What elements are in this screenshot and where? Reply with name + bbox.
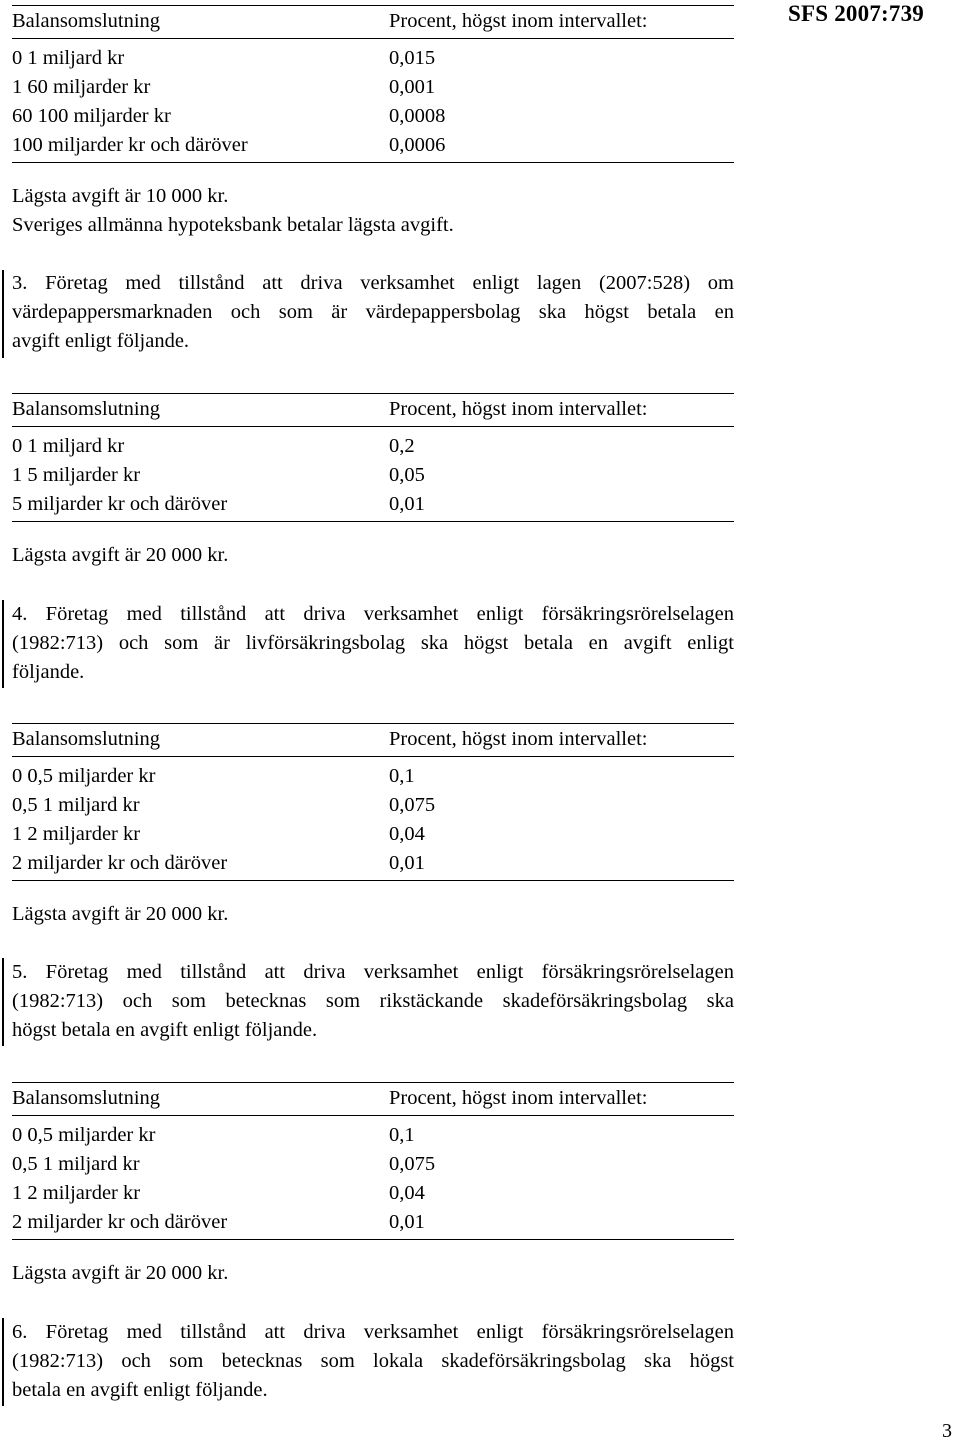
- table1-top-rule: [12, 5, 734, 6]
- table-row: [12, 1122, 734, 1148]
- range-cell: 0,5 1 miljard kr: [12, 1153, 140, 1175]
- minimum-fee-note: Lägsta avgift är 20 000 kr.: [12, 1262, 229, 1284]
- range-cell: 2 miljarder kr och däröver: [12, 852, 228, 874]
- sfs-number: SFS 2007:739: [788, 1, 924, 26]
- percent-cell: 0,075: [389, 1153, 436, 1175]
- paragraph-line: (1982:713) och som är livförsäkringsbolag ska högst betala en avgift enligt: [12, 632, 734, 654]
- paragraph-line: värdepappersmarknaden och som är värdepappersbolag ska högst betala en: [12, 301, 734, 323]
- range-cell: 100 miljarder kr och däröver: [12, 134, 248, 156]
- table-top-rule: [12, 1082, 734, 1083]
- percent-cell: 0,1: [389, 765, 415, 787]
- percent-cell: 0,075: [389, 794, 436, 816]
- range-cell: 0 1 miljard kr: [12, 435, 125, 457]
- section-6-paragraph: [12, 1318, 734, 1405]
- change-bar: [2, 958, 4, 1046]
- percent-cell: 0,0008: [389, 105, 446, 127]
- table-row: [12, 792, 734, 818]
- hypoteksbank-note: Sveriges allmänna hypoteksbank betalar lägsta avgift.: [12, 214, 454, 236]
- minimum-fee-note: Lägsta avgift är 20 000 kr.: [12, 544, 229, 566]
- paragraph-line: betala en avgift enligt följande.: [12, 1379, 268, 1401]
- percent-cell: 0,01: [389, 493, 425, 515]
- percent-cell: 0,2: [389, 435, 415, 457]
- change-bar: [2, 1318, 4, 1406]
- change-bar: [2, 600, 4, 688]
- paragraph-line: följande.: [12, 661, 85, 683]
- column-header-percent: Procent, högst inom intervallet:: [389, 1087, 648, 1109]
- table-top-rule: [12, 393, 734, 394]
- paragraph-line: 4. Företag med tillstånd att driva verksamhet enligt försäkringsrörelselagen: [12, 603, 734, 625]
- paragraph-line: avgift enligt följande.: [12, 330, 190, 352]
- table-row: [12, 821, 734, 847]
- table-row: [12, 132, 734, 158]
- table-bottom-rule: [12, 1239, 734, 1240]
- range-cell: 1 2 miljarder kr: [12, 1182, 141, 1204]
- percent-cell: 0,1: [389, 1124, 415, 1146]
- paragraph-line: 5. Företag med tillstånd att driva verksamhet enligt försäkringsrörelselagen: [12, 961, 734, 983]
- table1-header-row: [12, 8, 734, 34]
- table-row: [12, 1151, 734, 1177]
- table-row: [12, 1180, 734, 1206]
- column-header-balance: Balansomslutning: [12, 398, 161, 420]
- paragraph-line: (1982:713) och som betecknas som rikstäckande skadeförsäkringsbolag ska: [12, 990, 734, 1012]
- percent-cell: 0,01: [389, 852, 425, 874]
- minimum-fee-note: Lägsta avgift är 10 000 kr.: [12, 185, 229, 207]
- table-header-row: [12, 1085, 734, 1111]
- range-cell: 60 100 miljarder kr: [12, 105, 171, 127]
- table-header-row: [12, 726, 734, 752]
- table-row: [12, 1209, 734, 1235]
- percent-cell: 0,04: [389, 823, 425, 845]
- table-header-rule: [12, 1115, 734, 1116]
- minimum-fee-note: Lägsta avgift är 20 000 kr.: [12, 903, 229, 925]
- column-header-balance: Balansomslutning: [12, 728, 161, 750]
- table-row: [12, 45, 734, 71]
- range-cell: 2 miljarder kr och däröver: [12, 1211, 228, 1233]
- table-row: [12, 850, 734, 876]
- column-header-percent: Procent, högst inom intervallet:: [389, 728, 648, 750]
- table-row: [12, 462, 734, 488]
- table-header-row: [12, 396, 734, 422]
- table1-header-rule: [12, 38, 734, 39]
- percent-cell: 0,015: [389, 47, 436, 69]
- table-bottom-rule: [12, 521, 734, 522]
- percent-cell: 0,04: [389, 1182, 425, 1204]
- table-row: [12, 103, 734, 129]
- table-row: [12, 491, 734, 517]
- column-header-percent: Procent, högst inom intervallet:: [389, 10, 648, 32]
- paragraph-line: (1982:713) och som betecknas som lokala skadeförsäkringsbolag ska högst: [12, 1350, 734, 1372]
- column-header-percent: Procent, högst inom intervallet:: [389, 398, 648, 420]
- paragraph-line: 6. Företag med tillstånd att driva verksamhet enligt försäkringsrörelselagen: [12, 1321, 734, 1343]
- table-top-rule: [12, 723, 734, 724]
- column-header-balance: Balansomslutning: [12, 10, 161, 32]
- section-4-paragraph: [12, 600, 734, 687]
- percent-cell: 0,01: [389, 1211, 425, 1233]
- range-cell: 0 1 miljard kr: [12, 47, 125, 69]
- paragraph-line: 3. Företag med tillstånd att driva verksamhet enligt lagen (2007:528) om: [12, 272, 734, 294]
- column-header-balance: Balansomslutning: [12, 1087, 161, 1109]
- percent-cell: 0,001: [389, 76, 436, 98]
- table-row: [12, 763, 734, 789]
- percent-cell: 0,0006: [389, 134, 446, 156]
- table1-bottom-rule: [12, 162, 734, 163]
- table-row: [12, 74, 734, 100]
- table-header-rule: [12, 426, 734, 427]
- range-cell: 0,5 1 miljard kr: [12, 794, 140, 816]
- table-row: [12, 433, 734, 459]
- section-5-paragraph: [12, 958, 734, 1045]
- table-header-rule: [12, 756, 734, 757]
- percent-cell: 0,05: [389, 464, 425, 486]
- range-cell: 1 60 miljarder kr: [12, 76, 151, 98]
- range-cell: 0 0,5 miljarder kr: [12, 765, 156, 787]
- range-cell: 0 0,5 miljarder kr: [12, 1124, 156, 1146]
- range-cell: 5 miljarder kr och däröver: [12, 493, 228, 515]
- range-cell: 1 5 miljarder kr: [12, 464, 141, 486]
- table-bottom-rule: [12, 880, 734, 881]
- page-number: 3: [942, 1420, 952, 1442]
- paragraph-line: högst betala en avgift enligt följande.: [12, 1019, 318, 1041]
- section-3-paragraph: [12, 269, 734, 356]
- range-cell: 1 2 miljarder kr: [12, 823, 141, 845]
- change-bar: [2, 270, 4, 358]
